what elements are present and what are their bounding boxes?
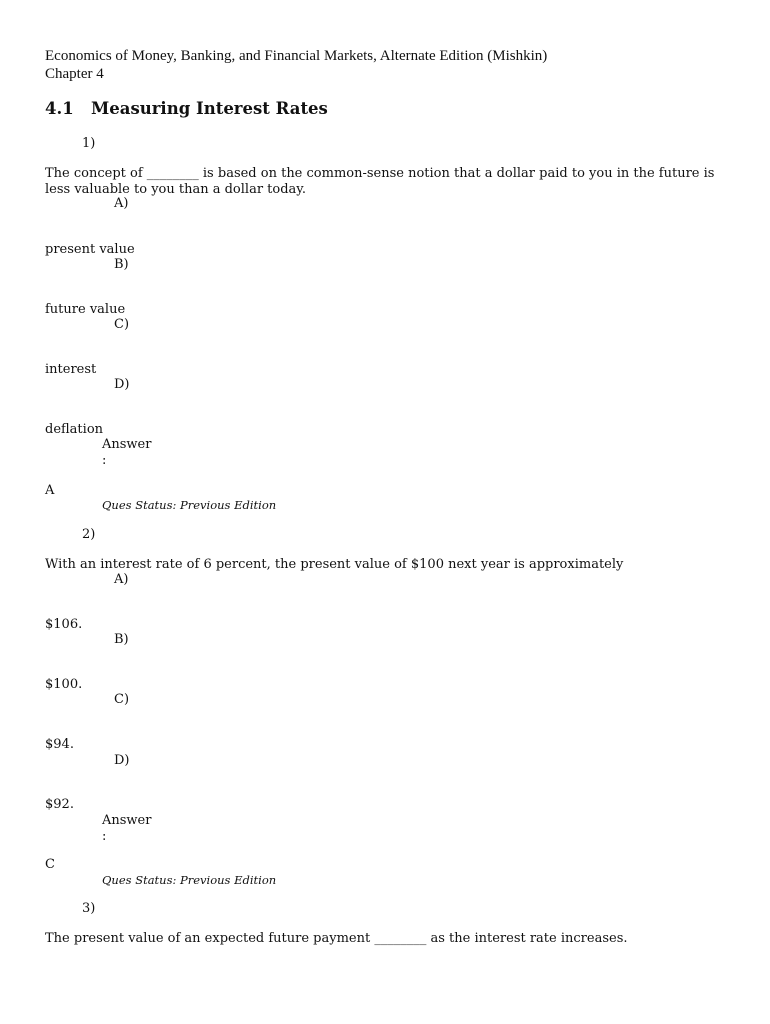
option-label: A) bbox=[114, 196, 129, 211]
answer-label-colon: : bbox=[102, 453, 107, 468]
question-stem: The present value of an expected future payment ________ as the interest rate increases. bbox=[45, 931, 628, 946]
question-status: Ques Status: Previous Edition bbox=[102, 873, 277, 887]
section-heading bbox=[45, 99, 328, 119]
section-number: 4.1 bbox=[45, 99, 74, 118]
answer-value: A bbox=[45, 483, 55, 498]
answer-label: Answer bbox=[102, 813, 152, 828]
option-label: C) bbox=[114, 317, 130, 332]
question-status: Ques Status: Previous Edition bbox=[102, 498, 277, 512]
option-text: future value bbox=[45, 302, 126, 317]
answer-label: Answer bbox=[102, 437, 152, 452]
option-text: $92. bbox=[45, 797, 74, 812]
option-label: B) bbox=[114, 257, 129, 272]
option-text: $106. bbox=[45, 617, 83, 632]
chapter-label: Chapter 4 bbox=[45, 66, 104, 82]
question-number: 3) bbox=[82, 901, 96, 916]
option-label: C) bbox=[114, 692, 130, 707]
answer-label-colon: : bbox=[102, 829, 107, 844]
option-label: B) bbox=[114, 632, 129, 647]
answer-value: C bbox=[45, 857, 55, 872]
option-label: D) bbox=[114, 377, 130, 392]
option-text: present value bbox=[45, 242, 135, 257]
question-stem: The concept of ________ is based on the common-sense notion that a dollar paid to you in the future is less valuable to you than a dollar today. bbox=[45, 166, 715, 197]
option-text: deflation bbox=[45, 422, 104, 437]
question-number: 2) bbox=[82, 527, 96, 542]
option-label: D) bbox=[114, 753, 130, 768]
section-title: Measuring Interest Rates bbox=[91, 99, 328, 118]
option-label: A) bbox=[114, 572, 129, 587]
question-stem: With an interest rate of 6 percent, the present value of $100 next year is approximately bbox=[45, 557, 624, 572]
option-text: interest bbox=[45, 362, 97, 377]
question-number: 1) bbox=[82, 136, 96, 151]
book-title: Economics of Money, Banking, and Financial Markets, Alternate Edition (Mishkin) bbox=[45, 48, 548, 64]
option-text: $100. bbox=[45, 677, 83, 692]
option-text: $94. bbox=[45, 737, 74, 752]
